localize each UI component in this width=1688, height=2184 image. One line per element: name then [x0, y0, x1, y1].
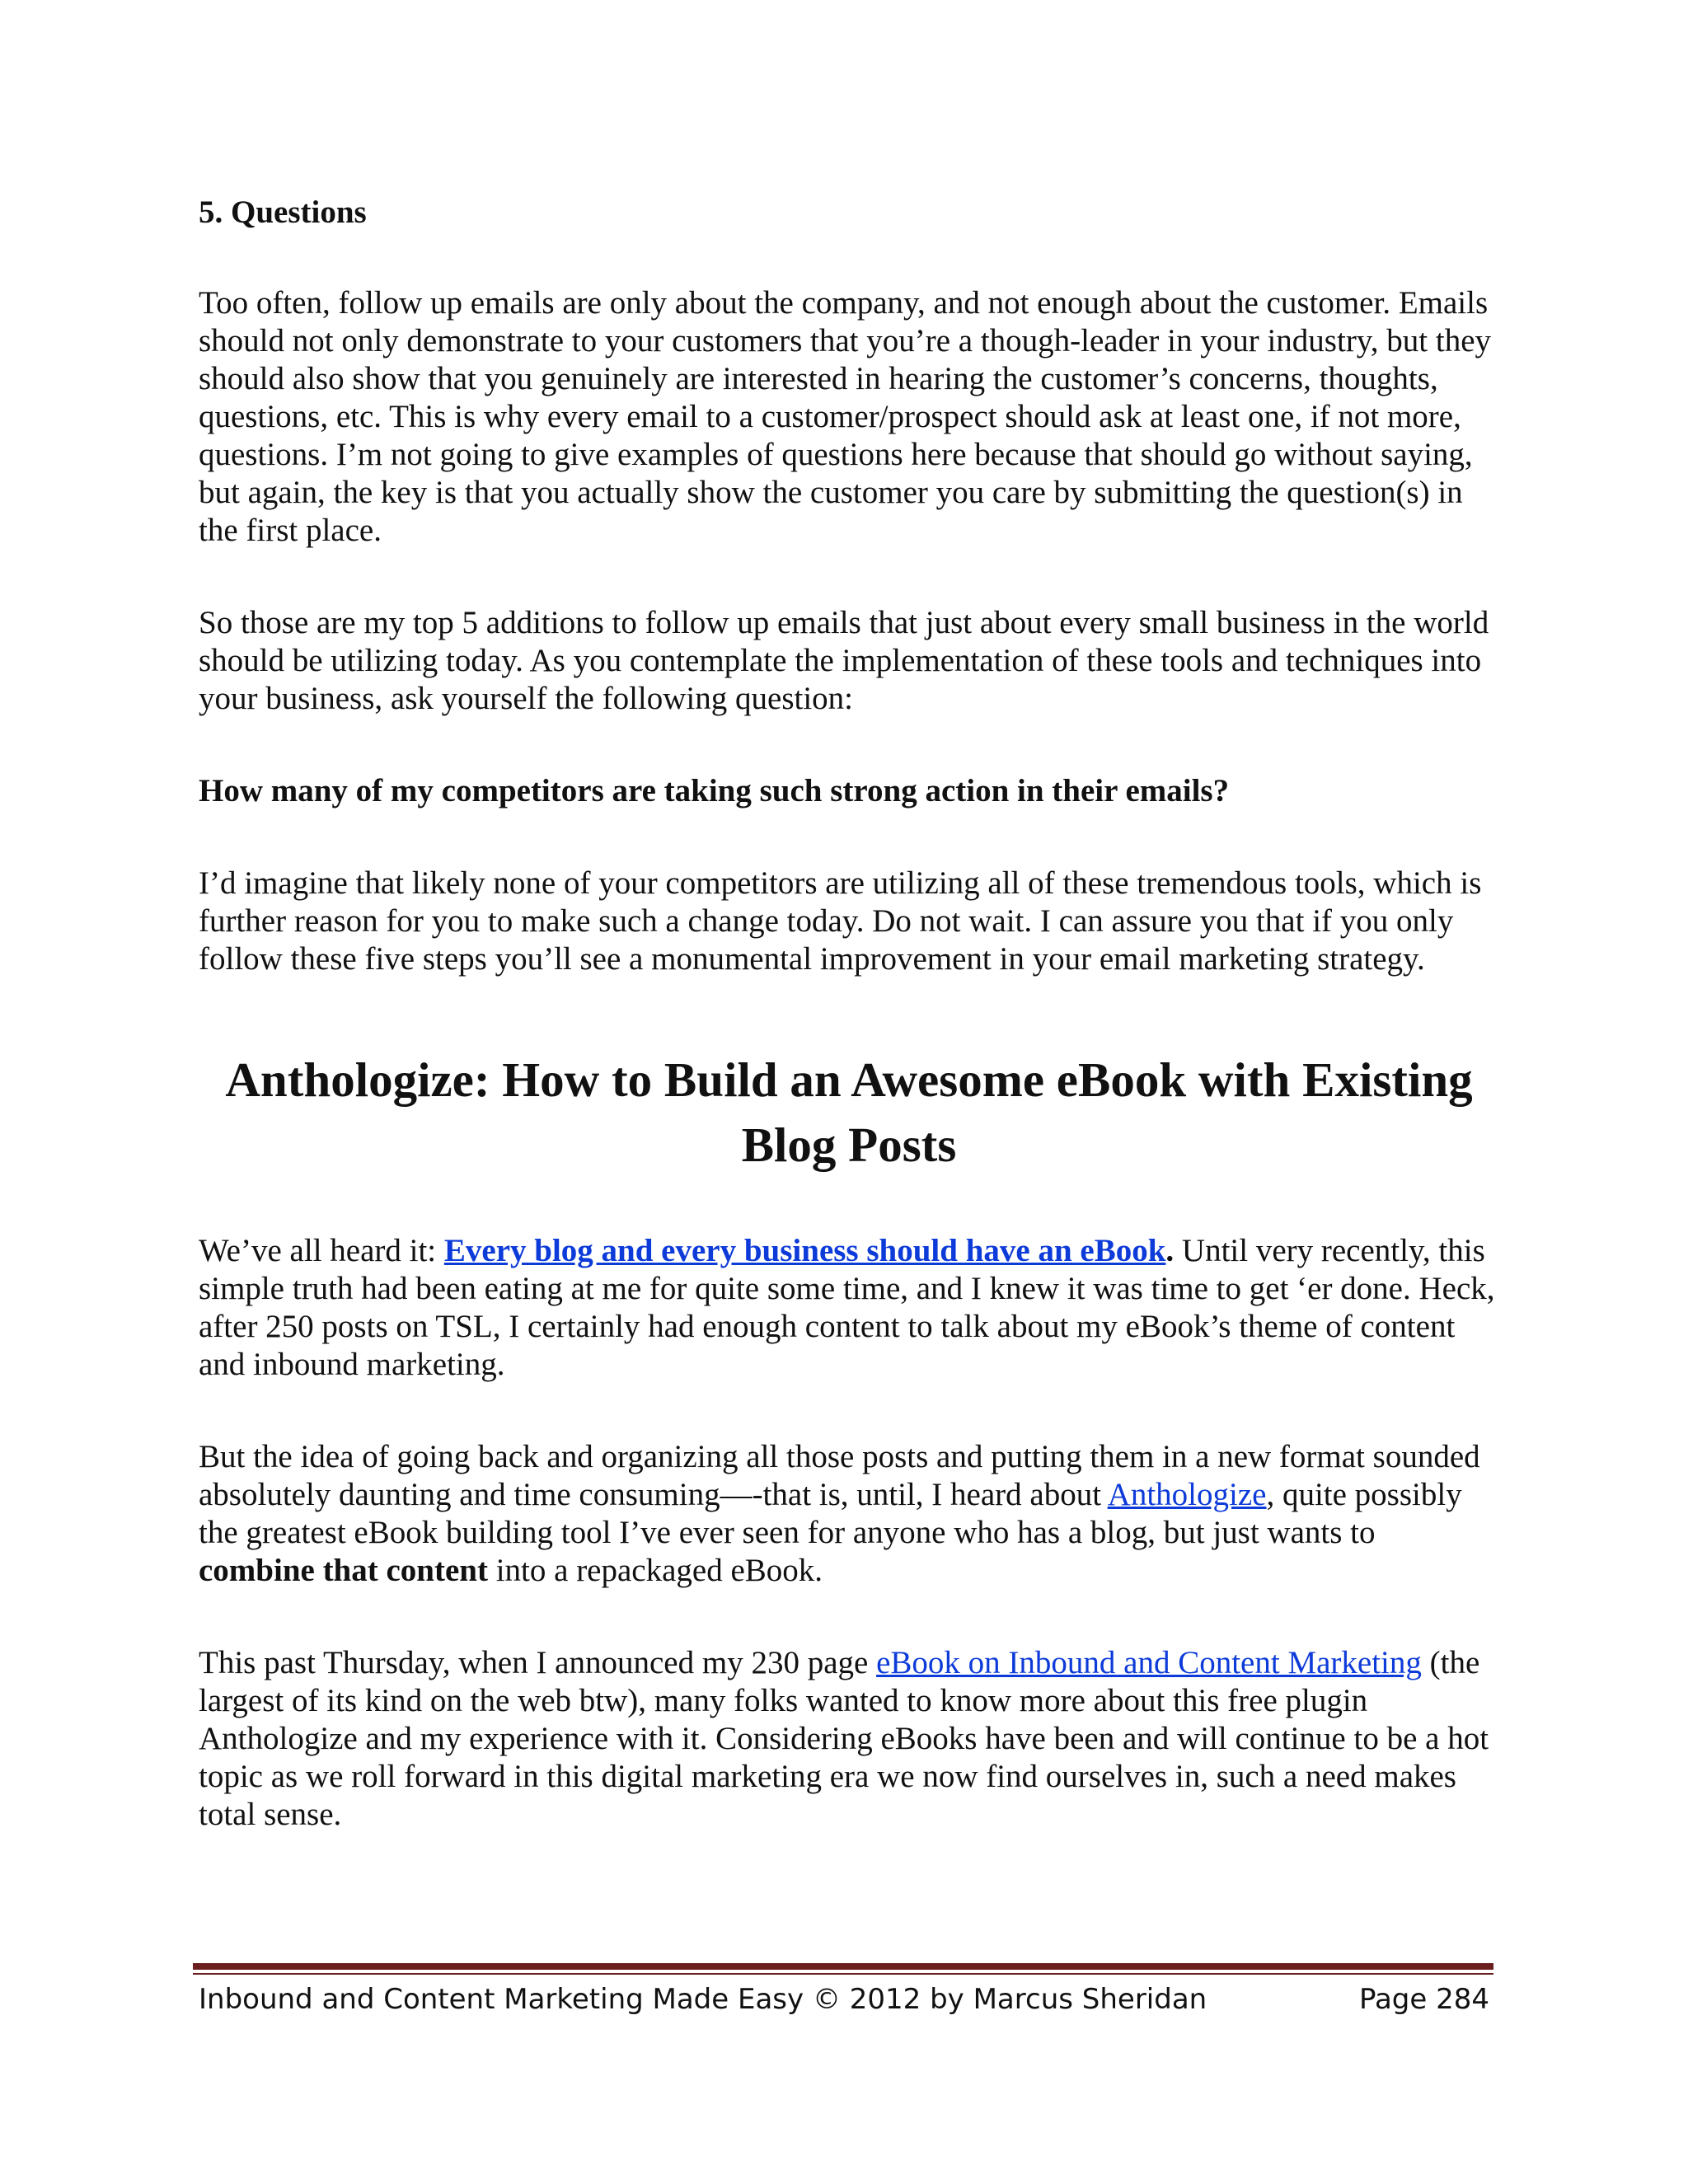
footer-rule-thin: [193, 1973, 1493, 1975]
article-p2-end: into a repackaged eBook.: [487, 1553, 823, 1588]
footer-page-number: Page 284: [1358, 1983, 1489, 2016]
section-heading: 5. Questions: [199, 194, 367, 230]
article-paragraph-1: [199, 1232, 1499, 1384]
article-paragraph-2: [199, 1438, 1499, 1590]
article-p2-start: But the idea of going back and organizing all those posts and putting them in a new format sounded absolutely daunting and time consuming—-that is, until, I heard about: [199, 1439, 1480, 1512]
article-p3-end: (the largest of its kind on the web btw), many folks wanted to know more about this free plugin Anthologize and my experience with it. Considering eBooks have been and will continue to be a hot topic as we roll forward in this digital marketing era we now find ourselves in, such a need makes total sense.: [199, 1645, 1489, 1832]
footer-copyright: Inbound and Content Marketing Made Easy © 2012 by Marcus Sheridan: [199, 1983, 1207, 2016]
article-paragraph-3: [199, 1644, 1499, 1834]
article-p2-bold: combine that content: [199, 1553, 488, 1588]
page-footer: [199, 1981, 1489, 2018]
article-p3-start: This past Thursday, when I announced my 230 page: [199, 1645, 877, 1680]
section-paragraph-1: Too often, follow up emails are only about the company, and not enough about the customer. Emails should not only demonstrate to your customers that you’re a though-leader in your industry, but they should also show that you genuinely are interested in hearing the customer’s concerns, thoughts, questions, etc. This is why every email to a customer/prospect should ask at least one, if not more, questions. I’m not going to give examples of questions here because that should go without saying, but again, the key is that you actually show the customer you care by submitting the question(s) in the first place.: [199, 285, 1491, 548]
section-paragraph-2: So those are my top 5 additions to follow up emails that just about every small business in the world should be utilizing today. As you contemplate the implementation of these tools and techniques into your business, ask yourself the following question:: [199, 605, 1489, 716]
ebook-inbound-link[interactable]: eBook on Inbound and Content Marketing: [876, 1645, 1422, 1680]
ebook-advice-link[interactable]: Every blog and every business should have an eBook: [443, 1233, 1166, 1268]
anthologize-link[interactable]: Anthologize: [1107, 1477, 1267, 1512]
section-question: How many of my competitors are taking such strong action in their emails?: [199, 773, 1230, 808]
article-title: Anthologize: How to Build an Awesome eBook with Existing Blog Posts: [225, 1052, 1473, 1172]
article-p1-end: Until very recently, this simple truth had been eating at me for quite some time, and I knew it was time to get ‘er done. Heck, after 250 posts on TSL, I certainly had enough content to talk about my eBook’s theme of content and inbound marketing.: [199, 1233, 1495, 1382]
section-paragraph-3: I’d imagine that likely none of your competitors are utilizing all of these tremendous tools, which is further reason for you to make such a change today. Do not wait. I can assure you that if you only follow these five steps you’ll see a monumental improvement in your email marketing strategy.: [199, 865, 1482, 977]
footer-rule-thick: [193, 1963, 1493, 1970]
page-content: [199, 194, 1499, 1834]
article-p1-start: We’ve all heard it:: [199, 1233, 444, 1268]
article-p2-mid: , quite possibly the greatest eBook building tool I’ve ever seen for anyone who has a blog, but just wants to: [199, 1477, 1462, 1550]
article-p1-period: .: [1165, 1233, 1175, 1268]
